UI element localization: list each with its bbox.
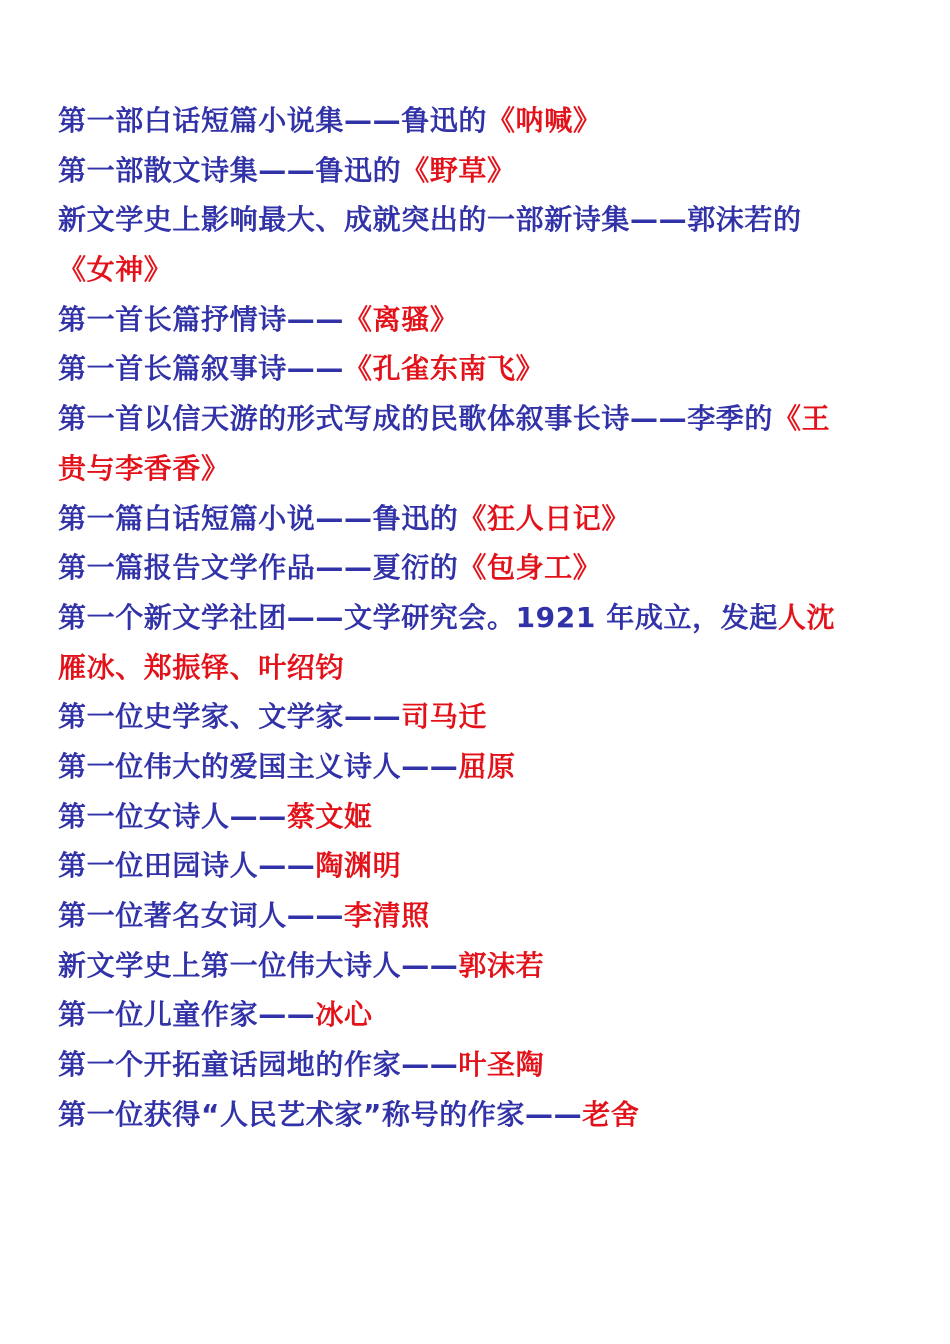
- line-label: 第一位著名女词人——: [58, 899, 345, 932]
- highlighted-answer: 李清照: [344, 899, 430, 932]
- text-line: [58, 146, 898, 196]
- line-label: 第一位获得“人民艺术家”称号的作家——: [58, 1097, 583, 1131]
- text-line: [58, 1090, 898, 1140]
- line-label: 第一首以信天游的形式写成的民歌体叙事长诗——李季的: [58, 402, 774, 436]
- text-line: [58, 444, 898, 494]
- highlighted-answer: 《离骚》: [344, 302, 459, 336]
- text-line: [58, 990, 898, 1040]
- line-label: 第一首长篇叙事诗——: [58, 352, 345, 386]
- line-label: 第一位儿童作家——: [58, 998, 316, 1032]
- line-label: 第一位女诗人——: [58, 799, 287, 833]
- text-line: [58, 593, 898, 643]
- text-line: [58, 941, 898, 991]
- highlighted-answer: 《王: [773, 402, 831, 436]
- text-line: [58, 692, 898, 742]
- text-line: [58, 792, 898, 842]
- line-label: 第一位史学家、文学家——: [58, 700, 402, 734]
- highlighted-answer: 郭沫若: [458, 948, 545, 982]
- line-label: 第一首长篇抒情诗——: [58, 302, 345, 336]
- text-line: [58, 96, 898, 146]
- highlighted-answer: 叶圣陶: [458, 1048, 545, 1082]
- highlighted-answer: 雁冰、郑振铎、叶绍钧: [58, 650, 345, 684]
- line-label: 第一个新文学社团——文学研究会。1921 年成立，发起: [58, 600, 778, 634]
- line-label: 新文学史上第一位伟大诗人——: [58, 948, 459, 982]
- text-line: [58, 494, 898, 544]
- highlighted-answer: 《女神》: [58, 253, 173, 287]
- text-line: [58, 344, 898, 394]
- text-line: [58, 742, 898, 792]
- highlighted-answer: 《呐喊》: [487, 104, 602, 137]
- text-line: [58, 245, 898, 295]
- line-label: 第一篇报告文学作品——夏衍的: [58, 551, 459, 585]
- highlighted-answer: 老舍: [582, 1097, 640, 1131]
- highlighted-answer: 蔡文姬: [286, 799, 373, 833]
- line-label: 第一篇白话短篇小说——鲁迅的: [58, 501, 459, 535]
- line-label: 第一位伟大的爱国主义诗人——: [58, 749, 459, 783]
- text-line: [58, 543, 898, 593]
- text-line: [58, 195, 898, 245]
- text-line: [58, 1040, 898, 1090]
- highlighted-answer: 《孔雀东南飞》: [344, 352, 545, 386]
- text-line: [58, 841, 898, 891]
- highlighted-answer: 陶渊明: [315, 849, 402, 883]
- highlighted-answer: 贵与李香香》: [58, 451, 230, 485]
- highlighted-answer: 冰心: [315, 998, 373, 1032]
- highlighted-answer: 屈原: [458, 749, 516, 783]
- line-label: 新文学史上影响最大、成就突出的一部新诗集——郭沫若的: [58, 203, 802, 237]
- line-label: 第一部白话短篇小说集——鲁迅的: [58, 104, 488, 137]
- document-text-block: [58, 96, 898, 1139]
- line-label: 第一位田园诗人——: [58, 849, 316, 883]
- line-label: 第一个开拓童话园地的作家——: [58, 1048, 459, 1082]
- text-line: [58, 394, 898, 444]
- text-line: [58, 295, 898, 345]
- text-line: [58, 891, 898, 941]
- highlighted-answer: 人沈: [777, 600, 836, 634]
- text-line: [58, 643, 898, 693]
- highlighted-answer: 《包身工》: [458, 551, 602, 585]
- line-label: 第一部散文诗集——鲁迅的: [58, 153, 402, 187]
- highlighted-answer: 《野草》: [401, 153, 516, 187]
- highlighted-answer: 司马迁: [401, 700, 488, 734]
- highlighted-answer: 《狂人日记》: [458, 501, 631, 535]
